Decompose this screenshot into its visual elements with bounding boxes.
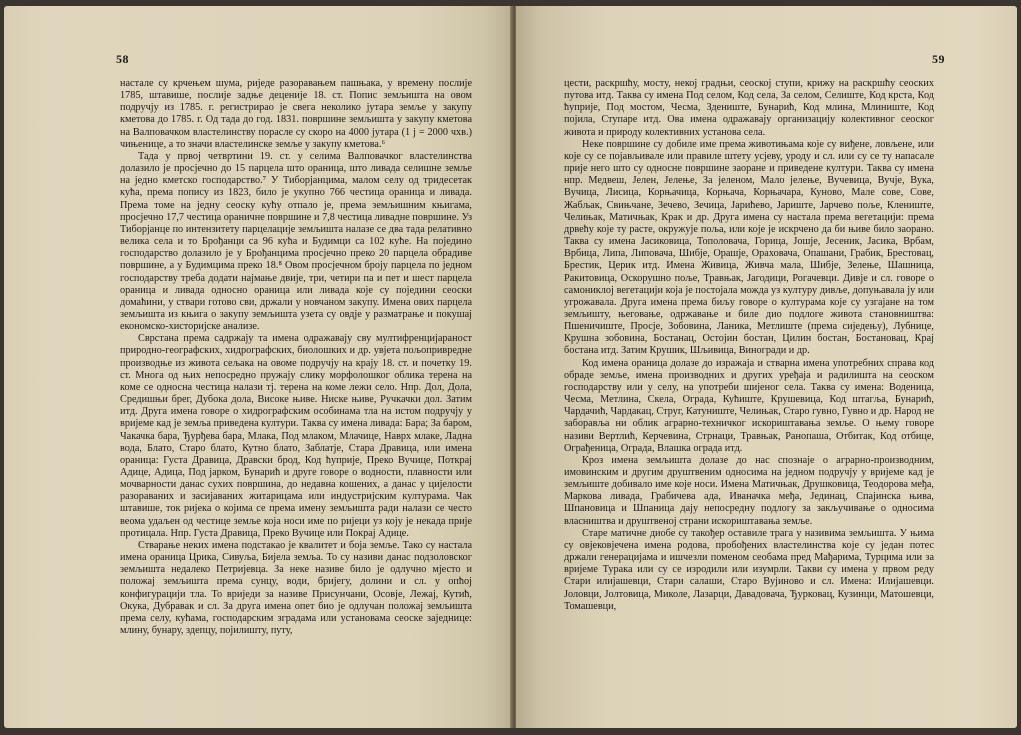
left-paragraph-2: Тада у првој четвртини 19. ст. у селима Валповачког властелинства долазило је просјечно до 15 парцела што ораница, што ливада селишне земље на једно кметско господарство.⁷ У Тиборјанцима, малом селу од тридесетак кућа, према попису из 1823, било је укупно 766 честица ораница и ливада. Према томе на једну сеоску кућу отпало је, према земљишним књигама, просјечно 17,7 честица ораничне површине и 7,8 честица ливадне површине. Уз Тиборјанце по интензитету парцелације земљишта налазе се два тада релативно велика села и то Брођанци са 96 кућа и Будимци са 102 куће. На поједино господарство долазило је у Брођанцима просјечно преко 20 парцела обрадиве површине, а у Будимцима преко 18.⁸ Овом просјечном броју парцела по једном господарству треба додати најмање двије, три, четири па и пет и шест парцела ораница и ливада односно ораница или ливада које су поједини сеоски домаћини, у ствари готово сви, држали у новчаном закупу. Имена ових парцела земљишта из књига о закупу земљишта узета су овдје у разматрање и покушај економско-хисторијске анализе. [120, 150, 472, 333]
right-paragraph-1: цести, раскршћу, мосту, некој градњи, сеоској ступи, крижу на раскршћу сеоских путова итд. Таква су имена Под селом, Код села, За селом, Селиште, Код крста, Код ћуприје, Под мостом, Чесма, Здениште, Бунарић, Код млина, Млиниште, Код појила, Ступаре итд. Ова имена одражавају организацију колективног сеоског живота и природу колективних установа села. [564, 78, 934, 138]
left-page [4, 6, 514, 728]
left-page-number: 58 [116, 52, 129, 66]
right-page-text [564, 78, 934, 613]
right-page [516, 6, 1017, 728]
right-page-number: 59 [932, 52, 945, 66]
right-paragraph-5: Старе матичне диобе су такођер оставиле трага у називима земљишта. У њима су овјековјечена имена родова, пробођених властелинства које су један потес држали генерацијама и ишчезли поменом сеобама пред Мађарима, Турцима или за вријеме Турака или су се изродили или изумрли. Такви су имена у првом реду Стари илијашевци, Стари салаши, Старо Вујиново и сл. Имена: Илијашевци. Јоловци, Јолтовица, Миколе, Лазарци, Давадовача, Ђурковац, Кузинци, Матошевци, Томашевци, [564, 527, 934, 612]
left-paragraph-3: Сврстана према садржају та имена одражавају сву мултифренцијараност природно-географских, хидрографских, биолошких и др. увјета пољопривредне производње из живота сељака на овоме подручју на крају 18. ст. и почетку 19. ст. Многа од њих непосредно пружају слику морфолошког облика терена на коме се односна честица налази тј. терена на коме лежи село. Нпр. Дол, Дола, Средишњи брег, Дубока дола, Високе њиве. Ниске њиве, Ручкачки дол. Затим итд. Друга имена говоре о хидрографским особинама тла на истом подручју у вријеме кад је земља приведена култури. Таква су имена ливада: Бара; За баром, Чакачка бара, Ђурђева бара, Млака, Под млаком, Млачице, Наврх млаке, Ладна вода, Блато, Старо блато, Кутно блато, Заблатје, Стара Дравица, или имена ораница: Густа Дравица, Дравски брод, Код ћуприје, Преко Вучице, Поткрај Адице, Адица, Под јарком, Бунарић и друге говоре о водности, плавности или мочварности данас сухих површина, до недавна кошених, а данас у цијелости разораваних и засијаваних житарицама или индустријским културама. Чак штавише, ток ријека о којима се према имену земљишта ради налази се често веома удаљен од честице земље која носи име по ријеци уз коју је некада прије протицала. Нпр. Густа Дравица, Преко Вучице или Покрај Адице. [120, 333, 472, 539]
right-paragraph-2: Неке површине су добиле име према животињама које су виђене, ловљене, или које су се појављивале или правиле штету усјеву, уроду и сл. или су се ту напасале прије него што су односне површине заоране и приведене култури. Таква су имена нпр. Медвеш, Јелен, Јелење, За јеленом, Мало јелење, Вучевица, Вучје, Вука, Вучица, Лисица, Корњачица, Корњача, Корњачара, Куново, Мале сове, Сове, Жабљак, Свињчане, Зечево, Зечица, Јарићево, Јариште, Јарчево поље, Клениште, Челињак, Матичњак, Крак и др. Друга имена су настала према вегетацији: према дрвећу које ту расте, окружује поља, или које је искрчено да би њиве било заорано. Таква су имена Јасиковица, Тополовача, Горица, Јошје, Јесеник, Јасика, Врбам, Врбица, Липа, Липовача, Шибје, Орашје, Ораховача, Опашани, Грабик, Брестовац, Брестик, Церик итд. Имена Живица, Живча мала, Шибје, Зелење, Шашница, Ракитовица, Оскорушно поље, Травњак, Јагодици, Рогачевци. Дивје и сл. говоре о самониклој вегетацији која је постојала можда уз културу дивље, допуњавала ју или угрожавала. Друга имена према биљу говоре о културама које су узгајане на том земљишту, његовање, одржавање и биле дио подлоге живота становништва: Пшеничиште, Просје, Зобовина, Ланика, Метлиште (према сиједењу), Лубнице, Крушна зобовина, Бостанац, Остојин бостан, Цилин бостан, Бостановац, Крај бостана итд. Затим Крушик, Шљивица, Виногради и др. [564, 138, 934, 357]
left-page-text [120, 78, 472, 637]
left-paragraph-4: Стварање неких имена подстакао је квалитет и боја земље. Тако су настала имена ораница Црика, Сивуља, Бијела земља. То су називи данас подзоловског земљишта недалеко Петријевца. За неке називе било је одлучно мјесто и положај земљишта према сунцу, води, бријегу, долини и сл. у опћој конфигурацији тла. То вриједи за називе Присунчани, Осовје, Лежај, Кутић, Окука, Дубравак и сл. За друга имена опет био је одлучан положај земљишта према селу, кућама, господарским зградама или установама сеоске заједнице: млину, бунару, здепцу, појилишту, путу, [120, 539, 472, 637]
left-paragraph-1: настале су крчењем шума, риједе разоравањем пашњака, у времену послије 1785, штавише, послије задње деценије 18. ст. Попис земљишта на овом подручју из 1785. г. регистрирао је свега неколико јутара земље у закупу кметова до 1785. г. Од тада до год. 1831. површине земљишта у закупу кметова на Валповачком властелинству порасле су скоро на 4000 јутара (1 j = 2000 чхв.) чињенице, а то значи властелинске земље у закупу кметова.⁶ [120, 78, 472, 150]
right-paragraph-4: Кроз имена земљишта долазе до нас спознаје о аграрно-производним, имовинским и другим друштвеним односима на једном подручју у вријеме кад је земљиште добивало име које носи. Имена Матичњак, Друшковица, Теодорова међа, Маркова ливада, Грабичева ада, Иваначка међа, Јединац, Спајинска њива, Шпановица и Шпаница дају непосредну подлогу за закључивање о односима власништва и друштвеној страни искориштавања земље. [564, 454, 934, 527]
right-paragraph-3: Код имена ораница долазе до изражаја и стварна имена употребних справа код обраде земље, имена производних и других уређаја и радилишта на сеоском господарству или у селу, на употреби шијеног села. Таква су имена: Воденица, Чесма, Метлина, Скела, Ограда, Кућиште, Крушевица, Код штагља, Бунарић, Чардачић, Чардакац, Струг, Катуниште, Челињак, Старо гувно, Гувно и др. Народ не заборавља ни облик аграрно-техничког искориштавања земље. О њему говоре називи Вертлић, Керчевина, Стрнаци, Травњак, Ранопаша, Отбитак, Код отбице, Ограђеница, Ограда, Влашка ограда итд. [564, 357, 934, 454]
